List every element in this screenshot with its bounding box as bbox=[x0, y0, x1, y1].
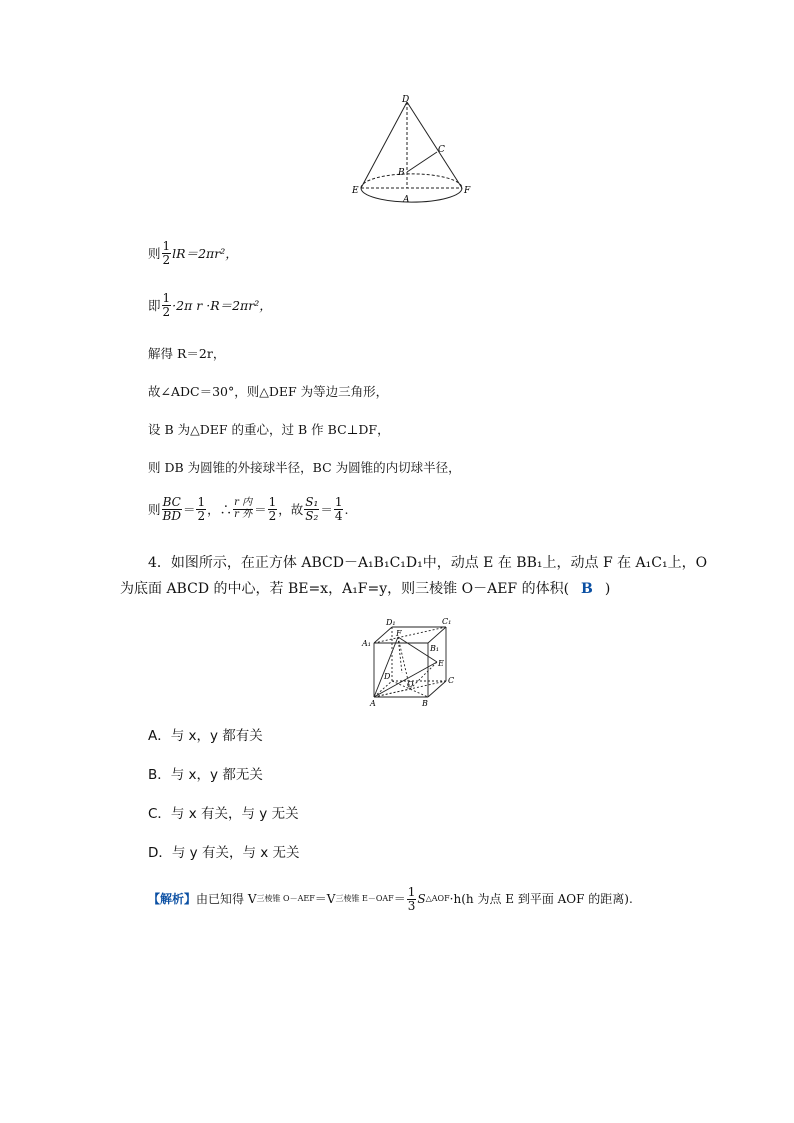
label-o: O bbox=[407, 680, 414, 689]
label-b: B bbox=[398, 168, 405, 178]
label-b: B bbox=[422, 699, 428, 708]
fraction-quarter: $\frac{1}{4}$ bbox=[334, 495, 343, 523]
label-c: C bbox=[448, 676, 455, 685]
label-a: A bbox=[403, 195, 410, 205]
solution-line-7: 则 $\frac{BC}{BD}$ ＝ $\frac{1}{2}$ ，∴ $\frac{\text{r 内}}{\text{r 外}}$ ＝ $\frac{1}{2}$ ，故 $\frac{\text{S₁}}{\text{S₂}}$ ＝ $\frac{1}{4}$ . bbox=[148, 495, 349, 523]
solution-line-1: 则 $\frac{1}{2}$ lR＝2πr²， bbox=[148, 239, 238, 267]
answer-choice: B bbox=[581, 581, 593, 597]
label-e: E bbox=[438, 659, 444, 668]
solution-line-2: 即 $\frac{1}{2}$ ·2π r ·R＝2πr²， bbox=[148, 291, 272, 319]
fraction-bc-bd: $\frac{BC}{BD}$ bbox=[162, 495, 181, 523]
fraction-half: $\frac{1}{2}$ bbox=[162, 239, 171, 267]
fraction-half: $\frac{1}{2}$ bbox=[162, 291, 171, 319]
option-c[interactable]: C．与 x 有关，与 y 无关 bbox=[148, 806, 299, 822]
analysis-line: 【解析】 由已知得 V 三棱锥 O－AEF ＝V 三棱锥 E－OAF ＝ $\frac{1}{3}$ S △AOF ·h(h 为点 E 到平面 AOF 的距离). bbox=[148, 885, 633, 913]
fraction-s-ratio: $\frac{\text{S₁}}{\text{S₂}}$ bbox=[305, 495, 319, 523]
option-d[interactable]: D．与 y 有关，与 x 无关 bbox=[148, 845, 300, 861]
option-b[interactable]: B．与 x，y 都无关 bbox=[148, 767, 263, 783]
label-f: F bbox=[464, 186, 471, 196]
label-c1: C₁ bbox=[442, 617, 452, 626]
label-f: F bbox=[396, 629, 402, 638]
solution-line-5: 设 B 为△DEF 的重心，过 B 作 BC⊥DF， bbox=[148, 422, 390, 437]
fraction-half: $\frac{1}{2}$ bbox=[197, 495, 206, 523]
label-a: A bbox=[370, 699, 376, 708]
cone-base-back bbox=[361, 174, 462, 188]
analysis-tag: 【解析】 bbox=[148, 891, 197, 906]
question-4-line-2: 为底面 ABCD 的中心，若 BE=x，A₁F=y，则三棱锥 O－AEF 的体积( B ) bbox=[120, 581, 611, 597]
label-d: D bbox=[402, 95, 410, 105]
cone-figure bbox=[345, 90, 475, 215]
solution-line-3: 解得 R＝2r， bbox=[148, 346, 226, 361]
label-d: D bbox=[384, 672, 391, 681]
solution-line-4: 故∠ADC＝30°，则△DEF 为等边三角形， bbox=[148, 384, 389, 399]
label-e: E bbox=[352, 186, 359, 196]
solution-line-6: 则 DB 为圆锥的外接球半径，BC 为圆锥的内切球半径， bbox=[148, 460, 461, 475]
cone-base-front bbox=[361, 188, 462, 202]
cone-segment-bc bbox=[407, 152, 437, 172]
question-4-line-1: 4．如图所示，在正方体 ABCD－A₁B₁C₁D₁中，动点 E 在 BB₁上，动点 F 在 A₁C₁上，O bbox=[148, 555, 708, 571]
fraction-third: $\frac{1}{3}$ bbox=[407, 885, 416, 913]
cube-figure bbox=[358, 615, 468, 710]
label-c: C bbox=[438, 145, 445, 155]
fraction-half: $\frac{1}{2}$ bbox=[268, 495, 277, 523]
label-b1: B₁ bbox=[430, 644, 440, 653]
label-a1: A₁ bbox=[362, 639, 371, 648]
label-d1: D₁ bbox=[386, 618, 396, 627]
option-a[interactable]: A．与 x，y 都有关 bbox=[148, 728, 263, 744]
fraction-r-ratio: $\frac{\text{r 内}}{\text{r 外}}$ bbox=[234, 497, 253, 520]
